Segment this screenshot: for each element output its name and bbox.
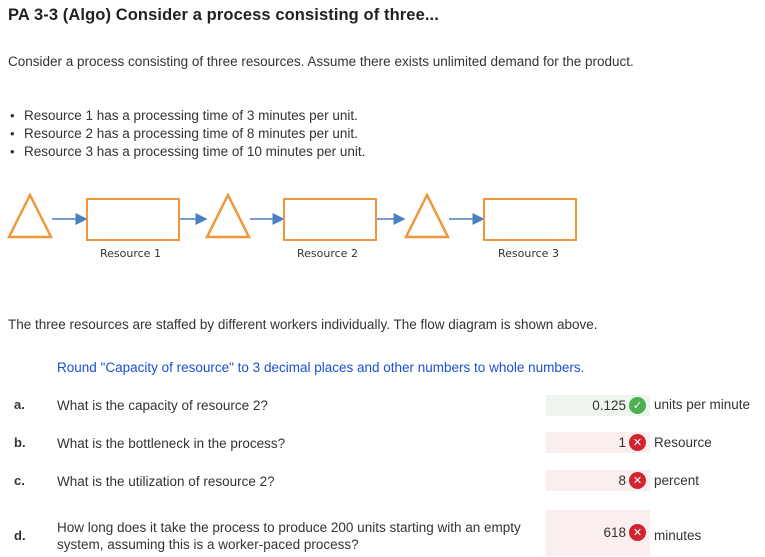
resource-box-2 bbox=[284, 199, 376, 240]
resource-box-3 bbox=[484, 199, 576, 240]
resource-label-3: Resource 3 bbox=[498, 247, 559, 260]
question-letter-d: d. bbox=[14, 528, 26, 543]
answer-field-b[interactable] bbox=[546, 432, 650, 453]
answer-field-d[interactable] bbox=[546, 510, 650, 556]
unit-label-a: units per minute bbox=[654, 397, 751, 412]
question-text-a: What is the capacity of resource 2? bbox=[57, 398, 268, 413]
list-item: • Resource 2 has a processing time of 8 minutes per unit. bbox=[8, 125, 365, 143]
flow-diagram bbox=[0, 186, 600, 266]
check-icon: ✓ bbox=[629, 397, 646, 414]
list-item: • Resource 1 has a processing time of 3 minutes per unit. bbox=[8, 107, 365, 125]
problem-intro: Consider a process consisting of three resources. Assume there exists unlimited demand for the product. bbox=[8, 54, 634, 69]
question-letter-b: b. bbox=[14, 435, 26, 450]
page-title: PA 3-3 (Algo) Consider a process consisting of three... bbox=[8, 6, 439, 24]
inventory-triangle-1 bbox=[9, 195, 51, 237]
answer-value-b: 1 bbox=[618, 435, 626, 450]
resource-list bbox=[8, 107, 365, 161]
question-letter-c: c. bbox=[14, 473, 25, 488]
resource-label-1: Resource 1 bbox=[100, 247, 161, 260]
resource-label-2: Resource 2 bbox=[297, 247, 358, 260]
question-text-b: What is the bottleneck in the process? bbox=[57, 436, 286, 451]
question-text-c: What is the utilization of resource 2? bbox=[57, 474, 275, 489]
rounding-instruction: Round "Capacity of resource" to 3 decimal places and other numbers to whole numbers. bbox=[57, 360, 585, 375]
list-item: • Resource 3 has a processing time of 10 minutes per unit. bbox=[8, 143, 365, 161]
staffing-statement: The three resources are staffed by different workers individually. The flow diagram is shown above. bbox=[8, 317, 598, 332]
unit-label-b: Resource bbox=[654, 435, 712, 450]
x-icon: ✕ bbox=[629, 524, 646, 541]
question-text-d: How long does it take the process to produce 200 units starting with an empty system, assuming this is a worker-paced process? bbox=[57, 520, 521, 552]
resource-box-1 bbox=[87, 199, 179, 240]
answer-field-a[interactable] bbox=[546, 395, 650, 416]
answer-value-d: 618 bbox=[603, 525, 626, 540]
unit-label-d: minutes bbox=[654, 528, 702, 543]
inventory-triangle-2 bbox=[207, 195, 249, 237]
x-icon: ✕ bbox=[629, 472, 646, 489]
answer-field-c[interactable] bbox=[546, 470, 650, 491]
flow-diagram-svg bbox=[0, 186, 600, 246]
inventory-triangle-3 bbox=[406, 195, 448, 237]
unit-label-c: percent bbox=[654, 473, 700, 488]
x-icon: ✕ bbox=[629, 434, 646, 451]
answer-value-a: 0.125 bbox=[592, 398, 626, 413]
answer-value-c: 8 bbox=[618, 473, 626, 488]
question-letter-a: a. bbox=[14, 397, 25, 412]
